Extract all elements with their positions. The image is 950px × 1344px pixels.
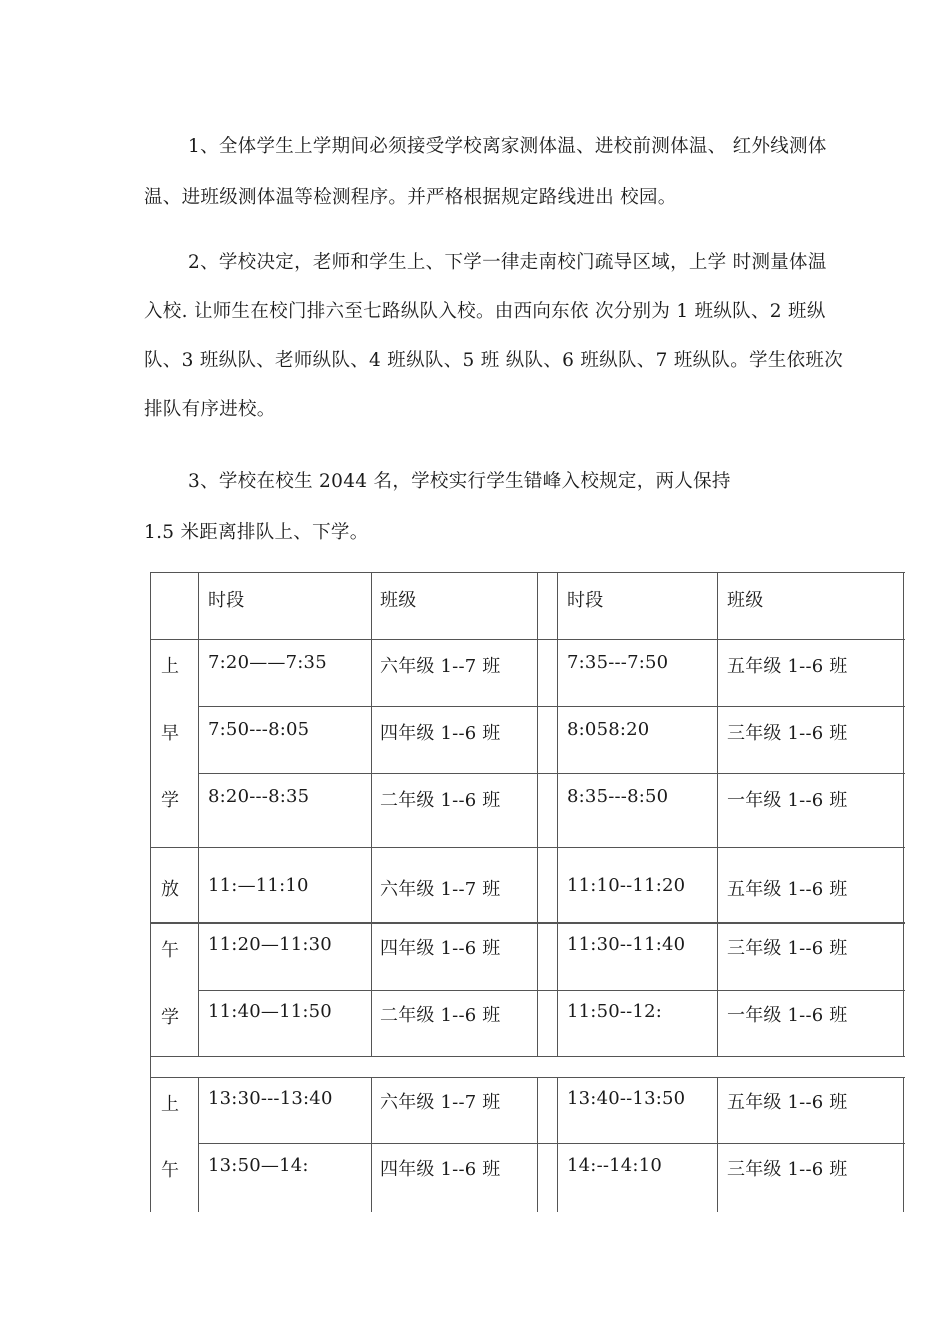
table-line bbox=[903, 1077, 904, 1212]
class-cell: 五年级 1--6 班 bbox=[727, 656, 848, 677]
section-char: 学 bbox=[161, 1007, 180, 1028]
time-cell: 11:—11:10 bbox=[208, 875, 309, 896]
class-cell: 六年级 1--7 班 bbox=[380, 656, 501, 677]
time-cell: 13:40--13:50 bbox=[567, 1088, 686, 1109]
time-cell: 14:--14:10 bbox=[567, 1155, 663, 1176]
section-char: 学 bbox=[161, 790, 180, 811]
class-cell: 三年级 1--6 班 bbox=[727, 723, 848, 744]
class-cell: 五年级 1--6 班 bbox=[727, 1092, 848, 1113]
table-line bbox=[198, 706, 905, 707]
class-cell: 六年级 1--7 班 bbox=[380, 879, 501, 900]
table-line bbox=[150, 1056, 905, 1057]
section-char: 上 bbox=[161, 656, 180, 677]
class-cell: 二年级 1--6 班 bbox=[380, 790, 501, 811]
table-line bbox=[198, 773, 905, 774]
table-line bbox=[198, 1143, 905, 1144]
class-cell: 一年级 1--6 班 bbox=[727, 1005, 848, 1026]
time-cell: 7:50---8:05 bbox=[208, 719, 310, 740]
class-cell: 三年级 1--6 班 bbox=[727, 938, 848, 959]
section-char: 上 bbox=[161, 1094, 180, 1115]
table-line bbox=[537, 572, 538, 1056]
table-line bbox=[150, 1077, 905, 1078]
class-cell: 六年级 1--7 班 bbox=[380, 1092, 501, 1113]
table-line bbox=[150, 922, 905, 924]
table-line bbox=[717, 572, 718, 1056]
class-cell: 五年级 1--6 班 bbox=[727, 879, 848, 900]
paragraph-2-line-3: 队、3 班纵队、老师纵队、4 班纵队、5 班 纵队、6 班纵队、7 班纵队。学生依班次 bbox=[144, 350, 844, 371]
class-cell: 四年级 1--6 班 bbox=[380, 723, 501, 744]
table-line bbox=[557, 1077, 558, 1212]
time-cell: 11:50--12: bbox=[567, 1001, 663, 1022]
table-line bbox=[903, 572, 904, 1056]
section-char: 午 bbox=[161, 1160, 180, 1181]
paragraph-2-line-2: 入校. 让师生在校门排六至七路纵队入校。由西向东依 次分别为 1 班纵队、2 班纵 bbox=[144, 301, 826, 322]
table-line bbox=[371, 572, 372, 1056]
table-line bbox=[198, 572, 199, 1056]
time-cell: 11:10--11:20 bbox=[567, 875, 686, 896]
table-line bbox=[537, 1077, 538, 1212]
time-cell: 8:20---8:35 bbox=[208, 786, 310, 807]
table-line bbox=[150, 847, 905, 848]
class-cell: 四年级 1--6 班 bbox=[380, 1159, 501, 1180]
time-cell: 11:40—11:50 bbox=[208, 1001, 332, 1022]
paragraph-1-line-1: 1、全体学生上学期间必须接受学校离家测体温、进校前测体温、 红外线测体 bbox=[188, 136, 827, 157]
header-time-2: 时段 bbox=[567, 590, 604, 611]
class-cell: 四年级 1--6 班 bbox=[380, 938, 501, 959]
section-char: 午 bbox=[161, 940, 180, 961]
schedule-table bbox=[150, 572, 905, 1212]
table-line bbox=[150, 639, 905, 640]
class-cell: 三年级 1--6 班 bbox=[727, 1159, 848, 1180]
time-cell: 11:30--11:40 bbox=[567, 934, 686, 955]
paragraph-3-line-2: 1.5 米距离排队上、下学。 bbox=[144, 522, 369, 543]
table-line bbox=[717, 1077, 718, 1212]
table-line bbox=[198, 990, 905, 991]
paragraph-3-line-1: 3、学校在校生 2044 名，学校实行学生错峰入校规定，两人保持 bbox=[188, 471, 731, 492]
time-cell: 8:058:20 bbox=[567, 719, 650, 740]
time-cell: 13:30---13:40 bbox=[208, 1088, 333, 1109]
table-line bbox=[198, 1077, 199, 1212]
paragraph-2-line-1: 2、学校决定，老师和学生上、下学一律走南校门疏导区域，上学 时测量体温 bbox=[188, 252, 827, 273]
header-class-2: 班级 bbox=[727, 590, 764, 611]
time-cell: 11:20—11:30 bbox=[208, 934, 332, 955]
table-line bbox=[150, 572, 151, 1212]
paragraph-2-line-4: 排队有序进校。 bbox=[144, 399, 276, 420]
class-cell: 二年级 1--6 班 bbox=[380, 1005, 501, 1026]
section-char: 放 bbox=[161, 879, 180, 900]
table-line bbox=[371, 1077, 372, 1212]
header-time-1: 时段 bbox=[208, 590, 245, 611]
header-class-1: 班级 bbox=[380, 590, 417, 611]
time-cell: 7:35---7:50 bbox=[567, 652, 669, 673]
table-line bbox=[557, 572, 558, 1056]
time-cell: 8:35---8:50 bbox=[567, 786, 669, 807]
time-cell: 13:50—14: bbox=[208, 1155, 309, 1176]
table-line bbox=[150, 572, 905, 573]
section-char: 早 bbox=[161, 723, 180, 744]
paragraph-1-line-2: 温、进班级测体温等检测程序。并严格根据规定路线进出 校园。 bbox=[144, 187, 677, 208]
time-cell: 7:20——7:35 bbox=[208, 652, 327, 673]
class-cell: 一年级 1--6 班 bbox=[727, 790, 848, 811]
